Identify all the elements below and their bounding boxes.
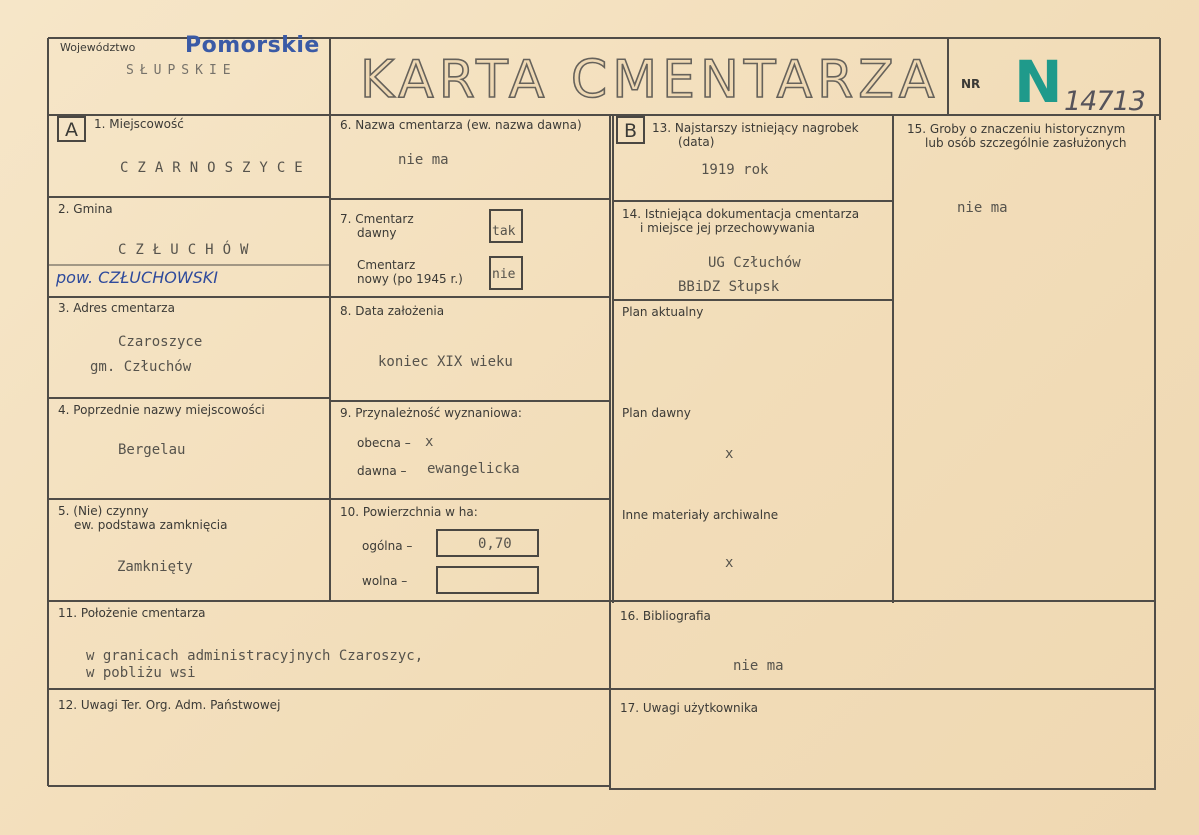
field-8-value: koniec XIX wieku <box>378 354 513 370</box>
plan-dawny-value: x <box>725 446 734 462</box>
record-number-value: 14713 <box>1064 86 1145 117</box>
field-17-label: 17. Uwagi użytkownika <box>620 701 759 715</box>
field-15-value: nie ma <box>957 200 1008 216</box>
field-5-label-line1: 5. (Nie) czynny <box>58 504 149 518</box>
field-5-label-line2: ew. podstawa zamknięcia <box>74 518 228 532</box>
field-11-value-line2: w pobliżu wsi <box>86 665 196 681</box>
field-9-dawna-value: ewangelicka <box>427 461 520 477</box>
field-5-value: Zamknięty <box>117 559 193 575</box>
field-10-wolna-label: wolna – <box>362 574 408 588</box>
field-11-value-line1: w granicach administracyjnych Czaroszyc, <box>86 648 424 664</box>
field-15-label-line1: 15. Groby o znaczeniu historycznym <box>907 122 1126 136</box>
field-1-value: CZARNOSZYCE <box>120 160 312 176</box>
inne-materialy-label: Inne materiały archiwalne <box>622 508 779 522</box>
section-b-box <box>616 116 645 144</box>
field-4-label: 4. Poprzednie nazwy miejscowości <box>58 403 265 417</box>
field-7-label-line1: 7. Cmentarz <box>340 212 414 226</box>
section-a-box <box>57 116 86 142</box>
field-16-label: 16. Bibliografia <box>620 609 711 623</box>
field-7-nowy-line1: Cmentarz <box>357 258 416 272</box>
field-7-dawny-box <box>489 209 523 243</box>
field-14-value-line2: BBiDZ Słupsk <box>678 279 780 295</box>
field-3-value-line1: Czaroszyce <box>118 334 203 350</box>
field-10-ogolna-box <box>436 529 539 557</box>
field-3-label: 3. Adres cmentarza <box>58 301 175 315</box>
field-10-ogolna-value: 0,70 <box>478 536 512 552</box>
voivodeship-stamp: Pomorskie <box>185 33 320 58</box>
field-10-wolna-box <box>436 566 539 594</box>
field-14-label-line2: i miejsce jej przechowywania <box>640 221 815 235</box>
field-7-nowy-value: nie <box>492 267 516 282</box>
field-9-obecna-value: x <box>425 434 434 450</box>
field-13-label-line1: 13. Najstarszy istniejący nagrobek <box>652 121 859 135</box>
field-10-ogolna-label: ogólna – <box>362 539 413 553</box>
record-number-letter: N <box>1014 48 1063 116</box>
voivodeship-typed: SŁUPSKIE <box>126 63 237 78</box>
field-7-nowy-line2: nowy (po 1945 r.) <box>357 272 463 286</box>
field-16-value: nie ma <box>733 658 784 674</box>
field-14-value-line1: UG Człuchów <box>708 255 801 271</box>
field-7-nowy-box <box>489 256 523 290</box>
plan-dawny-label: Plan dawny <box>622 406 691 420</box>
page-title: KARTA CMENTARZA <box>360 50 940 110</box>
field-9-dawna-label: dawna – <box>357 464 407 478</box>
field-9-label: 9. Przynależność wyznaniowa: <box>340 406 522 420</box>
field-2-value: CZŁUCHÓW <box>118 242 258 258</box>
field-7-dawny-value: tak <box>492 224 516 239</box>
field-1-label: 1. Miejscowość <box>94 117 184 131</box>
field-2-label: 2. Gmina <box>58 202 113 216</box>
field-10-label: 10. Powierzchnia w ha: <box>340 505 478 519</box>
field-14-label-line1: 14. Istniejąca dokumentacja cmentarza <box>622 207 860 221</box>
field-13-value: 1919 rok <box>701 162 769 178</box>
field-15-label-line2: lub osób szczególnie zasłużonych <box>925 136 1127 150</box>
field-8-label: 8. Data założenia <box>340 304 445 318</box>
field-6-value: nie ma <box>398 152 449 168</box>
field-9-obecna-label: obecna – <box>357 436 411 450</box>
field-6-label: 6. Nazwa cmentarza (ew. nazwa dawna) <box>340 118 582 132</box>
voivodeship-label: Województwo <box>60 41 136 54</box>
inne-materialy-value: x <box>725 555 734 571</box>
field-12-label: 12. Uwagi Ter. Org. Adm. Państwowej <box>58 698 281 712</box>
field-2-handwritten: pow. CZŁUCHOWSKI <box>56 268 218 287</box>
section-b-letter: B <box>623 120 638 142</box>
field-3-value-line2: gm. Człuchów <box>90 359 192 375</box>
field-11-label: 11. Położenie cmentarza <box>58 606 206 620</box>
record-number-label: NR <box>961 77 981 91</box>
plan-aktualny-label: Plan aktualny <box>622 305 704 319</box>
section-a-letter: A <box>65 119 78 141</box>
field-13-label-line2: (data) <box>678 135 715 149</box>
field-4-value: Bergelau <box>118 442 186 458</box>
field-7-label-line2: dawny <box>357 226 397 240</box>
